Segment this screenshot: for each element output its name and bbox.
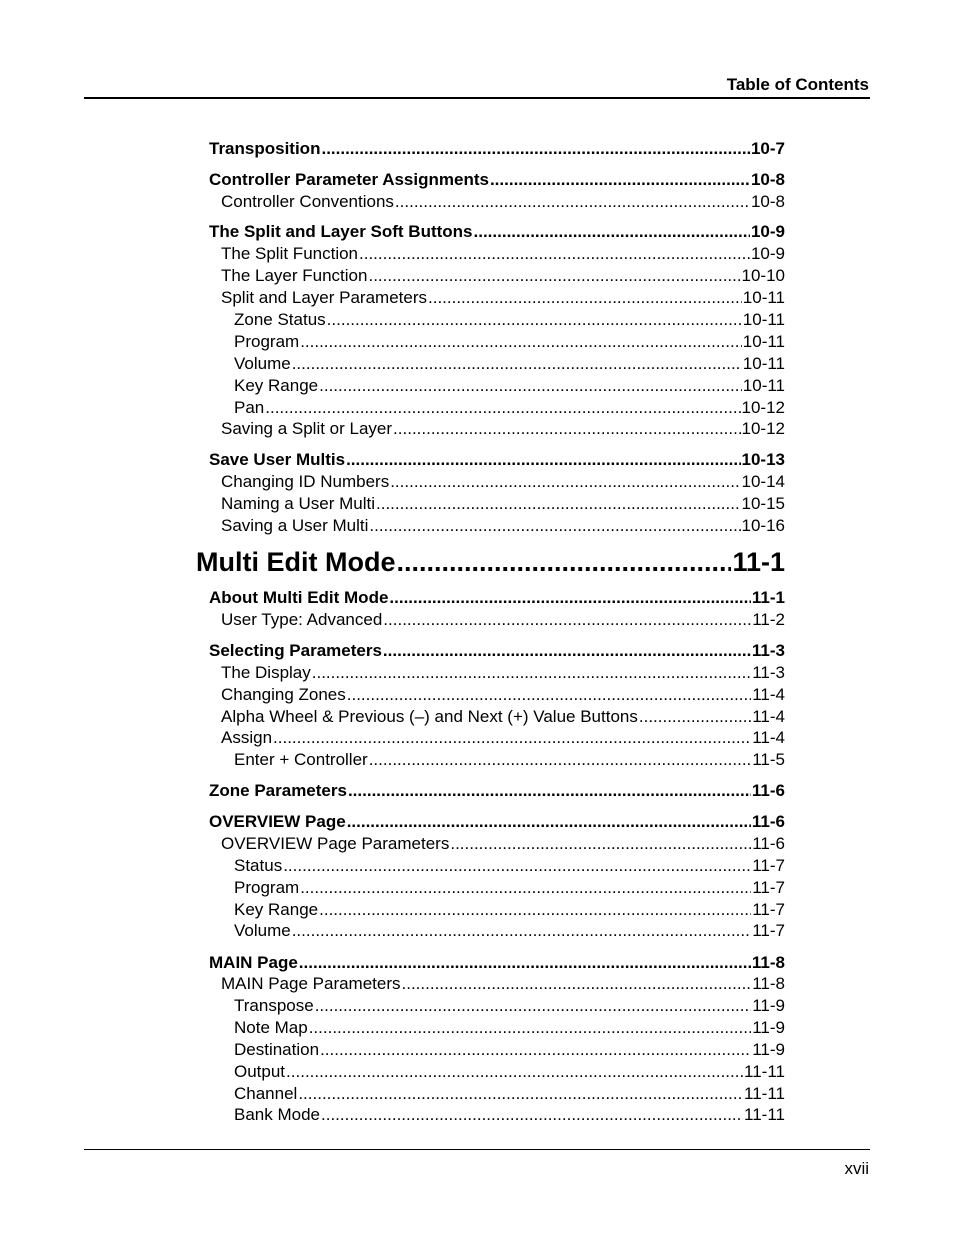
toc-entry-title: Changing Zones — [221, 685, 346, 704]
toc-dot-leader — [395, 191, 750, 212]
toc-entry-title: Transpose — [234, 996, 314, 1015]
toc-dot-leader — [319, 899, 751, 920]
toc-entry[interactable] — [196, 546, 785, 578]
toc-dot-leader — [402, 973, 752, 994]
toc-dot-leader — [383, 609, 751, 630]
toc-entry-page: 10-15 — [741, 494, 785, 513]
toc-dot-leader — [312, 662, 751, 683]
toc-dot-leader — [639, 706, 751, 727]
toc-entry-page: 10-12 — [741, 419, 785, 438]
toc-entry-page: 11-11 — [744, 1084, 785, 1103]
toc-entry[interactable] — [209, 449, 785, 470]
toc-entry[interactable] — [221, 973, 785, 994]
toc-dot-leader — [321, 1104, 743, 1125]
toc-entry-page: 11-8 — [752, 974, 785, 993]
toc-entry-page: 10-11 — [742, 354, 785, 373]
toc-entry[interactable] — [209, 138, 785, 159]
toc-entry[interactable] — [234, 331, 785, 352]
toc-entry[interactable] — [234, 1039, 785, 1060]
toc-entry[interactable] — [209, 811, 785, 832]
toc-entry-page: 11-1 — [751, 588, 785, 607]
toc-entry[interactable] — [221, 265, 785, 286]
toc-entry[interactable] — [234, 353, 785, 374]
toc-entry-title: Save User Multis — [209, 450, 346, 469]
toc-entry-page: 11-4 — [752, 685, 785, 704]
toc-entry[interactable] — [221, 418, 785, 439]
toc-dot-leader — [348, 780, 751, 801]
header-title: Table of Contents — [726, 75, 869, 94]
toc-dot-leader — [300, 331, 742, 352]
toc-entry-page: 11-4 — [752, 728, 785, 747]
toc-entry-page: 10-14 — [741, 472, 785, 491]
toc-entry[interactable] — [221, 243, 785, 264]
toc-entry[interactable] — [221, 833, 785, 854]
toc-dot-leader — [347, 811, 751, 832]
toc-dot-leader — [327, 309, 742, 330]
toc-entry-page: 10-11 — [742, 376, 785, 395]
toc-entry-title: The Split and Layer Soft Buttons — [209, 222, 473, 241]
toc-dot-leader — [369, 749, 752, 770]
toc-entry-page: 11-3 — [752, 663, 785, 682]
toc-dot-leader — [315, 995, 752, 1016]
toc-entry-title: Destination — [234, 1040, 320, 1059]
toc-dot-leader — [286, 1061, 743, 1082]
toc-entry[interactable] — [234, 749, 785, 770]
footer-rule — [84, 1149, 870, 1150]
page-number: xvii — [844, 1159, 869, 1178]
toc-entry-title: Assign — [221, 728, 273, 747]
toc-dot-leader — [298, 1083, 743, 1104]
toc-entry-title: Bank Mode — [234, 1105, 320, 1124]
toc-entry[interactable] — [209, 587, 785, 608]
toc-entry-title: Saving a Split or Layer — [221, 419, 393, 438]
toc-entry-title: Changing ID Numbers — [221, 472, 390, 491]
toc-entry-title: Alpha Wheel & Previous (–) and Next (+) Value Buttons — [221, 707, 638, 726]
toc-dot-leader — [321, 138, 750, 159]
toc-dot-leader — [347, 684, 751, 705]
toc-entry[interactable] — [209, 952, 785, 973]
toc-entry-title: MAIN Page Parameters — [221, 974, 401, 993]
toc-dot-leader — [273, 727, 751, 748]
toc-entry-title: The Split Function — [221, 244, 359, 263]
toc-entry-title: The Layer Function — [221, 266, 368, 285]
toc-entry-page: 11-2 — [752, 610, 785, 629]
toc-entry-title: Selecting Parameters — [209, 641, 382, 660]
toc-entry[interactable] — [234, 920, 785, 941]
toc-entry-page: 10-9 — [750, 222, 785, 241]
toc-entry-page: 10-11 — [742, 332, 785, 351]
toc-entry[interactable] — [209, 169, 785, 190]
toc-entry-page: 11-11 — [744, 1105, 785, 1124]
toc-entry[interactable] — [234, 1104, 785, 1125]
toc-entry-page: 11-9 — [752, 1040, 785, 1059]
toc-dot-leader — [428, 287, 742, 308]
toc-dot-leader — [474, 221, 750, 242]
toc-dot-leader — [359, 243, 750, 264]
toc-entry[interactable] — [234, 899, 785, 920]
toc-entry-page: 11-7 — [752, 856, 785, 875]
toc-entry-title: Saving a User Multi — [221, 516, 369, 535]
toc-entry-page: 11-9 — [752, 1018, 785, 1037]
toc-entry-page: 11-6 — [752, 834, 785, 853]
toc-entry-title: Key Range — [234, 376, 319, 395]
toc-entry-title: Controller Parameter Assignments — [209, 170, 489, 189]
toc-entry-page: 10-13 — [741, 450, 785, 469]
toc-entry[interactable] — [234, 995, 785, 1016]
toc-entry[interactable] — [234, 375, 785, 396]
toc-entry[interactable] — [221, 684, 785, 705]
toc-dot-leader — [383, 640, 751, 661]
toc-entry-page: 11-8 — [751, 953, 785, 972]
toc-entry-title: OVERVIEW Page — [209, 812, 346, 831]
toc-entry-page: 11-1 — [732, 547, 785, 577]
toc-entry-title: OVERVIEW Page Parameters — [221, 834, 450, 853]
toc-entry-title: Channel — [234, 1084, 298, 1103]
toc-dot-leader — [292, 353, 742, 374]
toc-dot-leader — [369, 515, 740, 536]
toc-entry[interactable] — [234, 877, 785, 898]
toc-entry-title: Key Range — [234, 900, 319, 919]
toc-entry-title: User Type: Advanced — [221, 610, 383, 629]
toc-entry[interactable] — [234, 309, 785, 330]
toc-entry-page: 10-10 — [741, 266, 785, 285]
toc-dot-leader — [309, 1017, 752, 1038]
toc-entry-page: 11-7 — [752, 900, 785, 919]
toc-entry-title: Status — [234, 856, 283, 875]
toc-entry-page: 11-7 — [752, 921, 785, 940]
toc-entry[interactable] — [221, 287, 785, 308]
toc-entry-title: Note Map — [234, 1018, 308, 1037]
toc-entry[interactable] — [221, 515, 785, 536]
toc-entry-title: Zone Status — [234, 310, 326, 329]
toc-dot-leader — [300, 877, 751, 898]
toc-entry-page: 11-4 — [752, 707, 785, 726]
toc-entry-title: Enter + Controller — [234, 750, 368, 769]
toc-entry-title: Volume — [234, 921, 291, 940]
toc-entry-page: 11-6 — [751, 812, 785, 831]
toc-dot-leader — [490, 169, 750, 190]
toc-entry[interactable] — [221, 493, 785, 514]
toc-entry-page: 10-11 — [742, 310, 785, 329]
toc-entry-page: 11-5 — [752, 750, 785, 769]
toc-entry[interactable] — [234, 1017, 785, 1038]
toc-entry[interactable] — [209, 221, 785, 242]
toc-entry[interactable] — [221, 471, 785, 492]
toc-entry-page: 10-7 — [750, 139, 785, 158]
toc-entry[interactable] — [234, 1061, 785, 1082]
toc-entry-page: 10-8 — [750, 170, 785, 189]
header-rule — [84, 97, 870, 99]
toc-entry-title: Output — [234, 1062, 286, 1081]
toc-entry-page: 11-11 — [744, 1062, 785, 1081]
toc-entry-title: Program — [234, 332, 300, 351]
toc-dot-leader — [283, 855, 751, 876]
toc-entry-title: Pan — [234, 398, 265, 417]
toc-entry-page: 11-3 — [751, 641, 785, 660]
toc-entry-page: 11-9 — [752, 996, 785, 1015]
toc-entry-title: Transposition — [209, 139, 321, 158]
toc-dot-leader — [390, 471, 740, 492]
toc-entry-page: 10-16 — [741, 516, 785, 535]
toc-entry-title: Multi Edit Mode — [196, 547, 396, 577]
toc-dot-leader — [265, 397, 740, 418]
toc-dot-leader — [299, 952, 751, 973]
toc-dot-leader — [319, 375, 742, 396]
toc-entry[interactable] — [221, 706, 785, 727]
toc-entry-title: The Display — [221, 663, 311, 682]
toc-entry[interactable] — [234, 1083, 785, 1104]
toc-entry-page: 11-7 — [752, 878, 785, 897]
toc-entry-page: 10-9 — [750, 244, 785, 263]
toc-entry[interactable] — [209, 780, 785, 801]
toc-entry[interactable] — [234, 855, 785, 876]
toc-entry-title: Split and Layer Parameters — [221, 288, 427, 307]
toc-entry-title: Program — [234, 878, 300, 897]
toc-dot-leader — [368, 265, 740, 286]
toc-entry-page: 11-6 — [751, 781, 785, 800]
toc-dot-leader — [396, 546, 731, 578]
toc-entry-page: 10-8 — [750, 192, 785, 211]
toc-entry-title: Naming a User Multi — [221, 494, 375, 513]
toc-dot-leader — [320, 1039, 751, 1060]
toc-dot-leader — [389, 587, 751, 608]
toc-entry-title: Volume — [234, 354, 291, 373]
toc-entry[interactable] — [221, 727, 785, 748]
toc-dot-leader — [393, 418, 740, 439]
toc-entry-title: Zone Parameters — [209, 781, 347, 800]
toc-entry-title: Controller Conventions — [221, 192, 394, 211]
toc-entry-title: About Multi Edit Mode — [209, 588, 389, 607]
toc-entry-page: 10-12 — [741, 398, 785, 417]
toc-dot-leader — [450, 833, 751, 854]
toc-entry[interactable] — [234, 397, 785, 418]
toc-entry-title: MAIN Page — [209, 953, 298, 972]
toc-entry[interactable] — [221, 191, 785, 212]
toc-dot-leader — [346, 449, 740, 470]
toc-entry-page: 10-11 — [742, 288, 785, 307]
toc-dot-leader — [292, 920, 752, 941]
toc-entry[interactable] — [221, 609, 785, 630]
toc-entry[interactable] — [221, 662, 785, 683]
toc-entry[interactable] — [209, 640, 785, 661]
toc-dot-leader — [376, 493, 741, 514]
